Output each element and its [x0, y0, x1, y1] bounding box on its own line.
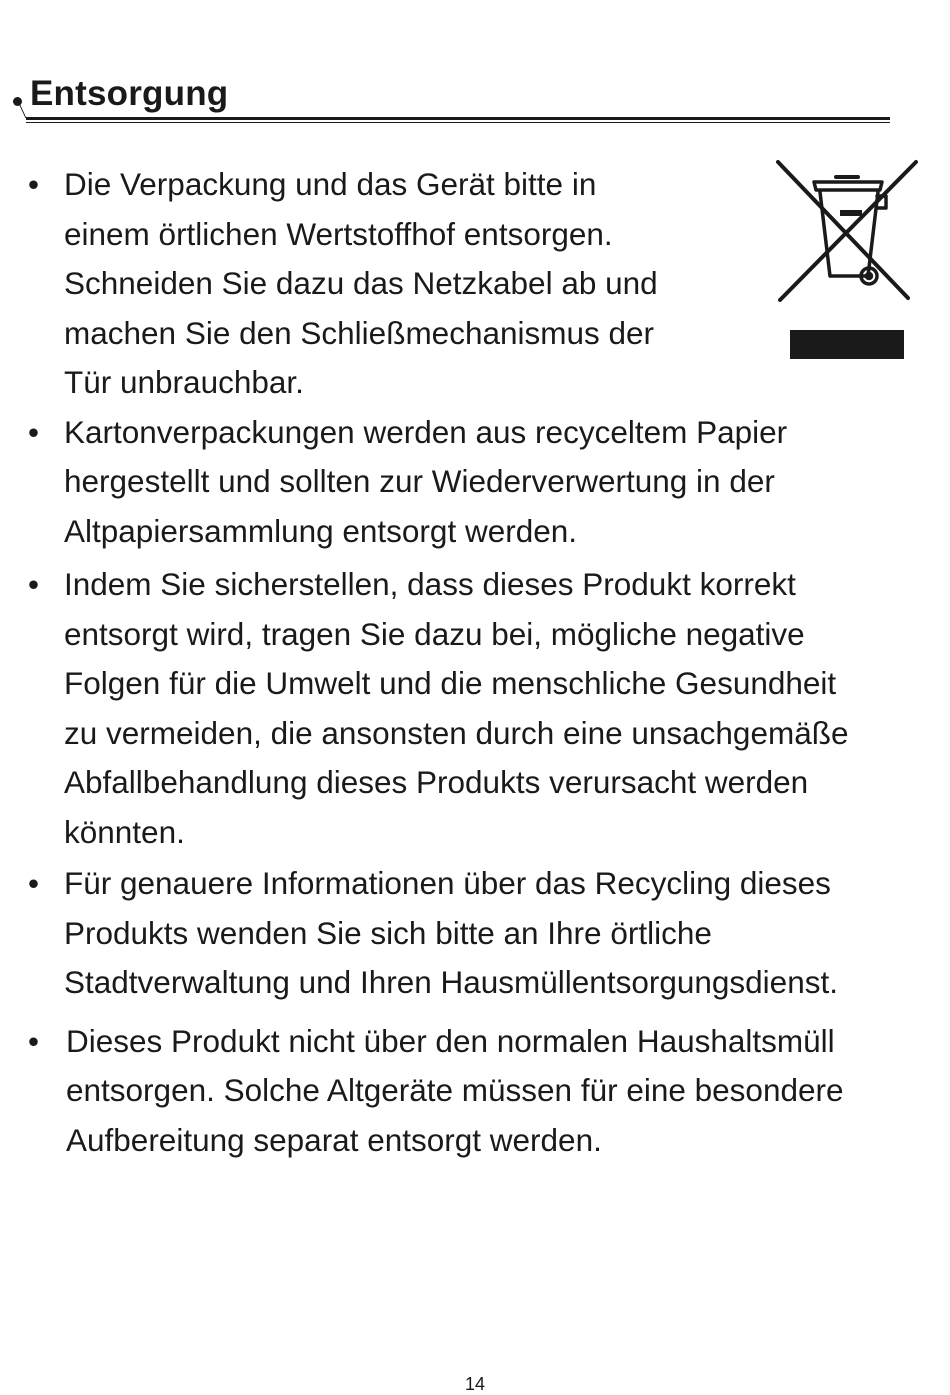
list-item-line: Produkts wenden Sie sich bitte an Ihre örtliche [64, 914, 712, 951]
list-item-line: • Kartonverpackungen werden aus recyceltem Papier [64, 413, 788, 450]
list-item-line: Aufbereitung separat entsorgt werden. [66, 1121, 602, 1158]
list-item-line: entsorgt wird, tragen Sie dazu bei, mögliche negative [64, 615, 805, 652]
list-item-line: einem örtlichen Wertstoffhof entsorgen. [64, 215, 613, 252]
list-item-line: Tür unbrauchbar. [64, 364, 304, 400]
list-item-line: hergestellt und sollten zur Wiederverwertung in der [64, 463, 775, 499]
section-header [12, 70, 892, 126]
section-title: Entsorgung [30, 74, 229, 113]
list-item-line: Altpapiersammlung entsorgt werden. [64, 512, 578, 549]
list-item-line: Abfallbehandlung dieses Produkts verursacht werden [64, 764, 809, 800]
list-item-line: • Für genauere Informationen über das Recycling dieses [64, 865, 831, 901]
list-item [0, 859, 950, 1008]
list-item [0, 1017, 950, 1166]
list-item-line: Schneiden Sie dazu das Netzkabel ab und [64, 265, 658, 301]
list-item-line: Folgen für die Umwelt und die menschliche Gesundheit [64, 665, 837, 701]
heading-rule [26, 117, 890, 123]
list-item-line: • Dieses Produkt nicht über den normalen Haushaltsmüll [66, 1022, 835, 1059]
list-item-line: könnten. [64, 813, 185, 850]
list-item-line: • Indem Sie sicherstellen, dass dieses Produkt korrekt [64, 566, 796, 602]
list-item-line: Stadtverwaltung und Ihren Hausmüllentsorgungsdienst. [64, 964, 838, 1000]
list-item [0, 560, 950, 857]
disposal-instructions-list [0, 160, 950, 1165]
page-number: 14 [464, 1374, 486, 1394]
list-item [0, 408, 950, 557]
list-item-line: machen Sie den Schließmechanismus der [64, 314, 655, 351]
list-item-line: entsorgen. Solche Altgeräte müssen für eine besondere [66, 1072, 844, 1108]
list-item-line: zu vermeiden, die ansonsten durch eine unsachgemäße [64, 714, 849, 751]
list-item-line: • Die Verpackung und das Gerät bitte in [64, 166, 597, 202]
list-item [0, 160, 950, 408]
